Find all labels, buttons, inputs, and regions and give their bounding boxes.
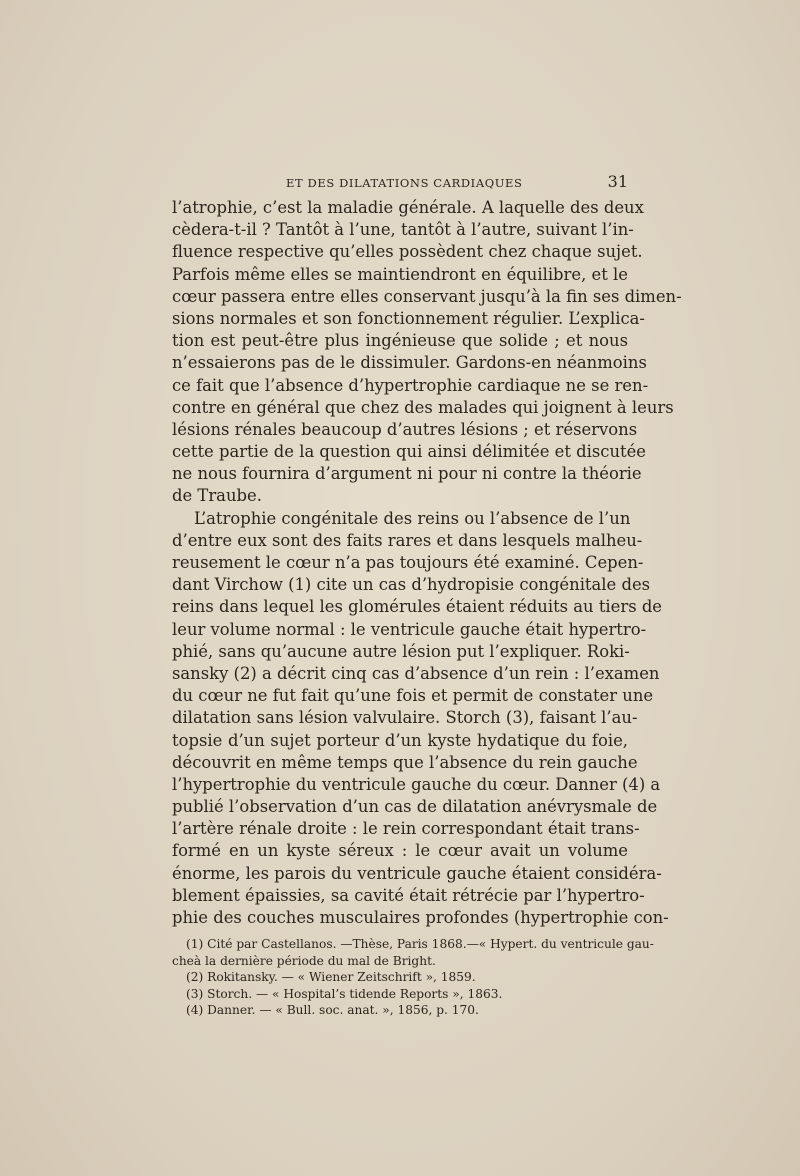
footnote: (1) Cité par Castellanos. —Thèse, Paris 1868.—« Hypert. du ventricule gau- bbox=[186, 937, 654, 951]
text-line: n’essaierons pas de le dissimuler. Gardons-en néanmoins bbox=[172, 353, 647, 373]
text-line: phie des couches musculaires profondes (hypertrophie con- bbox=[172, 908, 669, 927]
footnote: (4) Danner. — « Bull. soc. anat. », 1856, p. 170. bbox=[186, 1003, 479, 1018]
text-line: l’atrophie, c’est la maladie générale. A laquelle des deux bbox=[172, 198, 644, 217]
text-line: phié, sans qu’aucune autre lésion put l’expliquer. Roki- bbox=[172, 641, 630, 661]
text-line: lésions rénales beaucoup d’autres lésions ; et réservons bbox=[172, 419, 638, 439]
footnote-continuation: cheà la dernière période du mal de Bright. bbox=[172, 953, 436, 968]
running-title: ET DES DILATATIONS CARDIAQUES bbox=[286, 176, 523, 190]
paragraph-start-line: L’atrophie congénitale des reins ou l’absence de l’un bbox=[194, 508, 631, 528]
text-line: ne nous fournira d’argument ni pour ni contre la théorie bbox=[172, 464, 642, 484]
text-line: d’entre eux sont des faits rares et dans lesquels malheu- bbox=[172, 530, 643, 550]
text-line: reusement le cœur n’a pas toujours été examiné. Cepen- bbox=[172, 553, 644, 572]
text-line: topsie d’un sujet porteur d’un kyste hydatique du foie, bbox=[172, 730, 628, 750]
text-line: leur volume normal : le ventricule gauche était hypertro- bbox=[172, 619, 647, 639]
text-line: cèdera-t-il ? Tantôt à l’une, tantôt à l’autre, suivant l’in- bbox=[172, 220, 634, 240]
text-line: dilatation sans lésion valvulaire. Storch (3), faisant l’au- bbox=[172, 708, 638, 728]
text-line: l’artère rénale droite : le rein correspondant était trans- bbox=[172, 819, 640, 839]
text-line: reins dans lequel les glomérules étaient réduits au tiers de bbox=[172, 597, 663, 617]
paragraph-end-line: de Traube. bbox=[172, 486, 262, 506]
footnote: (3) Storch. — « Hospital’s tidende Reports », 1863. bbox=[186, 986, 503, 1001]
body-text bbox=[172, 197, 682, 929]
text-line: fluence respective qu’elles possèdent chez chaque sujet. bbox=[172, 242, 643, 262]
text-line: tion est peut-être plus ingénieuse que solide ; et nous bbox=[172, 331, 628, 351]
text-line: blement épaissies, sa cavité était rétrécie par l’hypertro- bbox=[172, 885, 645, 905]
text-line: formé en un kyste séreux : le cœur avait un volume bbox=[172, 841, 628, 861]
text-line: dant Virchow (1) cite un cas d’hydropisie congénitale des bbox=[172, 575, 651, 595]
text-line: ce fait que l’absence d’hypertrophie cardiaque ne se ren- bbox=[172, 375, 649, 395]
text-line: Parfois même elles se maintiendront en équilibre, et le bbox=[172, 264, 628, 284]
text-line: cette partie de la question qui ainsi délimitée et discutée bbox=[172, 442, 647, 462]
text-line: sions normales et son fonctionnement régulier. L’explica- bbox=[172, 308, 645, 328]
text-line: l’hypertrophie du ventricule gauche du cœur. Danner (4) a bbox=[172, 774, 661, 794]
text-line: du cœur ne fut fait qu’une fois et permit de constater une bbox=[172, 686, 654, 706]
footnote: (2) Rokitansky. — « Wiener Zeitschrift », 1859. bbox=[186, 970, 476, 985]
text-line: énorme, les parois du ventricule gauche étaient considéra- bbox=[172, 863, 662, 883]
footnotes bbox=[172, 936, 654, 1019]
page-header bbox=[172, 172, 628, 194]
text-line: contre en général que chez des malades qui joignent à leurs bbox=[172, 397, 674, 417]
text-line: cœur passera entre elles conservant jusqu’à la fin ses dimen- bbox=[172, 286, 682, 306]
page-number: 31 bbox=[607, 172, 628, 191]
text-line: sansky (2) a décrit cinq cas d’absence d’un rein : l’examen bbox=[172, 663, 660, 683]
text-line: découvrit en même temps que l’absence du rein gauche bbox=[172, 752, 638, 772]
text-line: publié l’observation d’un cas de dilatation anévrysmale de bbox=[172, 797, 658, 817]
